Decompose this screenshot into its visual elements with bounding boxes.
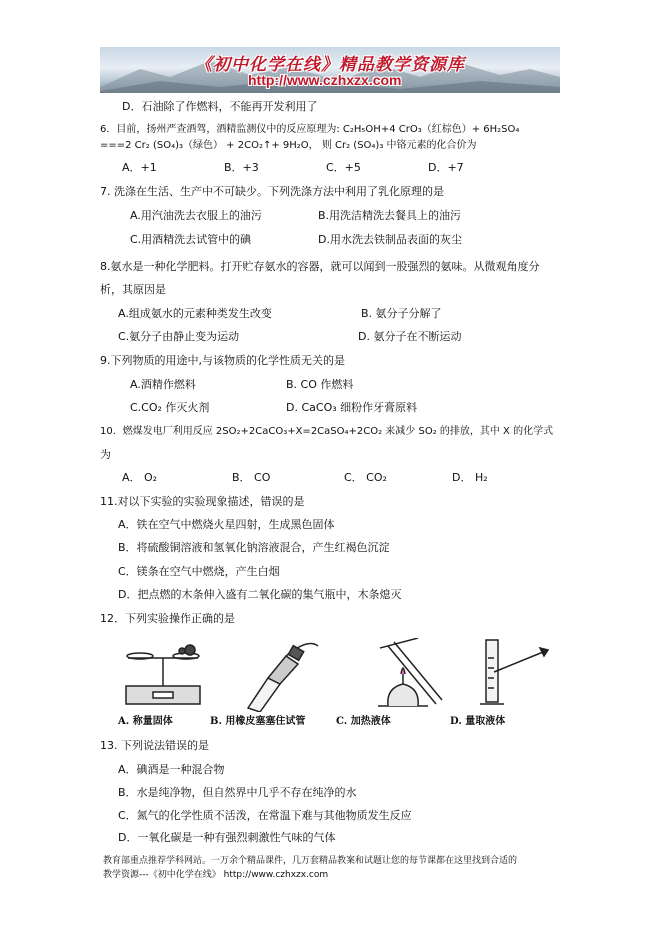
footer-label: 教学资源---《初中化学在线》 bbox=[103, 870, 221, 880]
q11-option-b: B．将硫酸铜溶液和氢氧化钠溶液混合，产生红褐色沉淀 bbox=[118, 541, 390, 554]
graduated-cylinder-icon bbox=[480, 640, 548, 704]
q8-option-a: A.组成氨水的元素种类发生改变 bbox=[118, 307, 272, 320]
q12-stem: 12．下列实验操作正确的是 bbox=[100, 612, 235, 625]
lab-operations-figure bbox=[118, 638, 558, 712]
q10-option-c: C． CO₂ bbox=[344, 471, 387, 484]
q7-option-d: D.用水洗去铁制品表面的灰尘 bbox=[318, 233, 462, 246]
q8-option-b: B. 氨分子分解了 bbox=[361, 307, 442, 320]
q6-stem-line1: 6．目前，扬州严查酒驾，酒精监测仪中的反应原理为: C₂H₅OH+4 CrO₃（红棕色）+ 6H₂SO₄ bbox=[100, 124, 520, 135]
q10-stem-line2: 为 bbox=[100, 448, 111, 461]
q10-stem-line1: 10．燃煤发电厂利用反应 2SO₂+2CaCO₃+X=2CaSO₄+2CO₂ 来减少 SO₂ 的排放，其中 X 的化学式 bbox=[100, 426, 554, 437]
q13-option-d: D．一氧化碳是一种有强烈刺激性气味的气体 bbox=[118, 831, 336, 844]
header-banner bbox=[100, 47, 560, 93]
q9-option-d: D. CaCO₃ 细粉作牙膏原料 bbox=[286, 401, 418, 414]
q13-option-c: C．氮气的化学性质不活泼，在常温下难与其他物质发生反应 bbox=[118, 809, 412, 822]
q5-option-d: D．石油除了作燃料，不能再开发利用了 bbox=[122, 100, 318, 113]
q11-option-d: D．把点燃的木条伸入盛有二氧化碳的集气瓶中，木条熄灭 bbox=[118, 588, 402, 601]
q9-option-c: C.CO₂ 作灭火剂 bbox=[130, 401, 210, 414]
q6-option-c: C．+5 bbox=[326, 161, 361, 174]
footer-url[interactable]: http://www.czhxzx.com bbox=[223, 870, 329, 880]
q12-option-c: C. 加热液体 bbox=[336, 716, 391, 727]
q7-stem: 7. 洗涤在生活、生产中不可缺少。下列洗涤方法中利用了乳化原理的是 bbox=[100, 185, 444, 198]
q6-option-a: A．+1 bbox=[122, 161, 157, 174]
q12-option-b: B. 用橡皮塞塞住试管 bbox=[210, 716, 306, 727]
footer-line2 bbox=[103, 869, 328, 882]
q11-stem: 11.对以下实验的实验现象描述，错误的是 bbox=[100, 495, 305, 508]
test-tube-stopper-icon bbox=[248, 644, 318, 712]
q8-option-d: D. 氨分子在不断运动 bbox=[358, 330, 462, 343]
q11-option-a: A．铁在空气中燃烧火星四射，生成黑色固体 bbox=[118, 518, 335, 531]
q11-option-c: C．镁条在空气中燃烧，产生白烟 bbox=[118, 565, 280, 578]
footer-line1: 教育部重点推荐学科网站。一万余个精品课件，几万套精品教案和试题让您的每节课都在这里找到合适的 bbox=[103, 856, 518, 866]
q10-option-a: A． O₂ bbox=[122, 471, 158, 484]
q13-option-a: A．碘酒是一种混合物 bbox=[118, 763, 225, 776]
q6-option-b: B．+3 bbox=[224, 161, 259, 174]
q8-stem-line1: 8.氨水是一种化学肥料。打开贮存氨水的容器，就可以闻到一股强烈的氨味。从微观角度分 bbox=[100, 260, 540, 273]
balance-icon bbox=[126, 645, 200, 704]
banner-title: 《初中化学在线》精品教学资源库 bbox=[195, 55, 465, 75]
q10-option-b: B． CO bbox=[232, 471, 271, 484]
q7-option-a: A.用汽油洗去衣服上的油污 bbox=[130, 209, 262, 222]
q6-option-d: D．+7 bbox=[428, 161, 464, 174]
q9-stem: 9.下列物质的用途中,与该物质的化学性质无关的是 bbox=[100, 354, 345, 367]
q9-option-b: B. CO 作燃料 bbox=[286, 378, 354, 391]
q7-option-b: B.用洗洁精洗去餐具上的油污 bbox=[318, 209, 462, 222]
q10-option-d: D． H₂ bbox=[452, 471, 488, 484]
q9-option-a: A.酒精作燃料 bbox=[130, 378, 196, 391]
banner-url[interactable]: http://www.czhxzx.com bbox=[248, 72, 402, 88]
q13-stem: 13. 下列说法错误的是 bbox=[100, 739, 209, 752]
q12-option-d: D. 量取液体 bbox=[450, 716, 506, 727]
q13-option-b: B．水是纯净物，但自然界中几乎不存在纯净的水 bbox=[118, 786, 357, 799]
q7-option-c: C.用酒精洗去试管中的碘 bbox=[130, 233, 252, 246]
q6-stem-line2: ===2 Cr₂ (SO₄)₃（绿色） + 2CO₂↑+ 9H₂O， 则 Cr₂ (SO₄)₃ 中铬元素的化合价为 bbox=[100, 140, 477, 151]
q8-stem-line2: 析，其原因是 bbox=[100, 283, 166, 296]
q8-option-c: C.氨分子由静止变为运动 bbox=[118, 330, 240, 343]
heating-test-tube-icon bbox=[378, 638, 442, 706]
q12-option-a: A. 称量固体 bbox=[118, 716, 173, 727]
